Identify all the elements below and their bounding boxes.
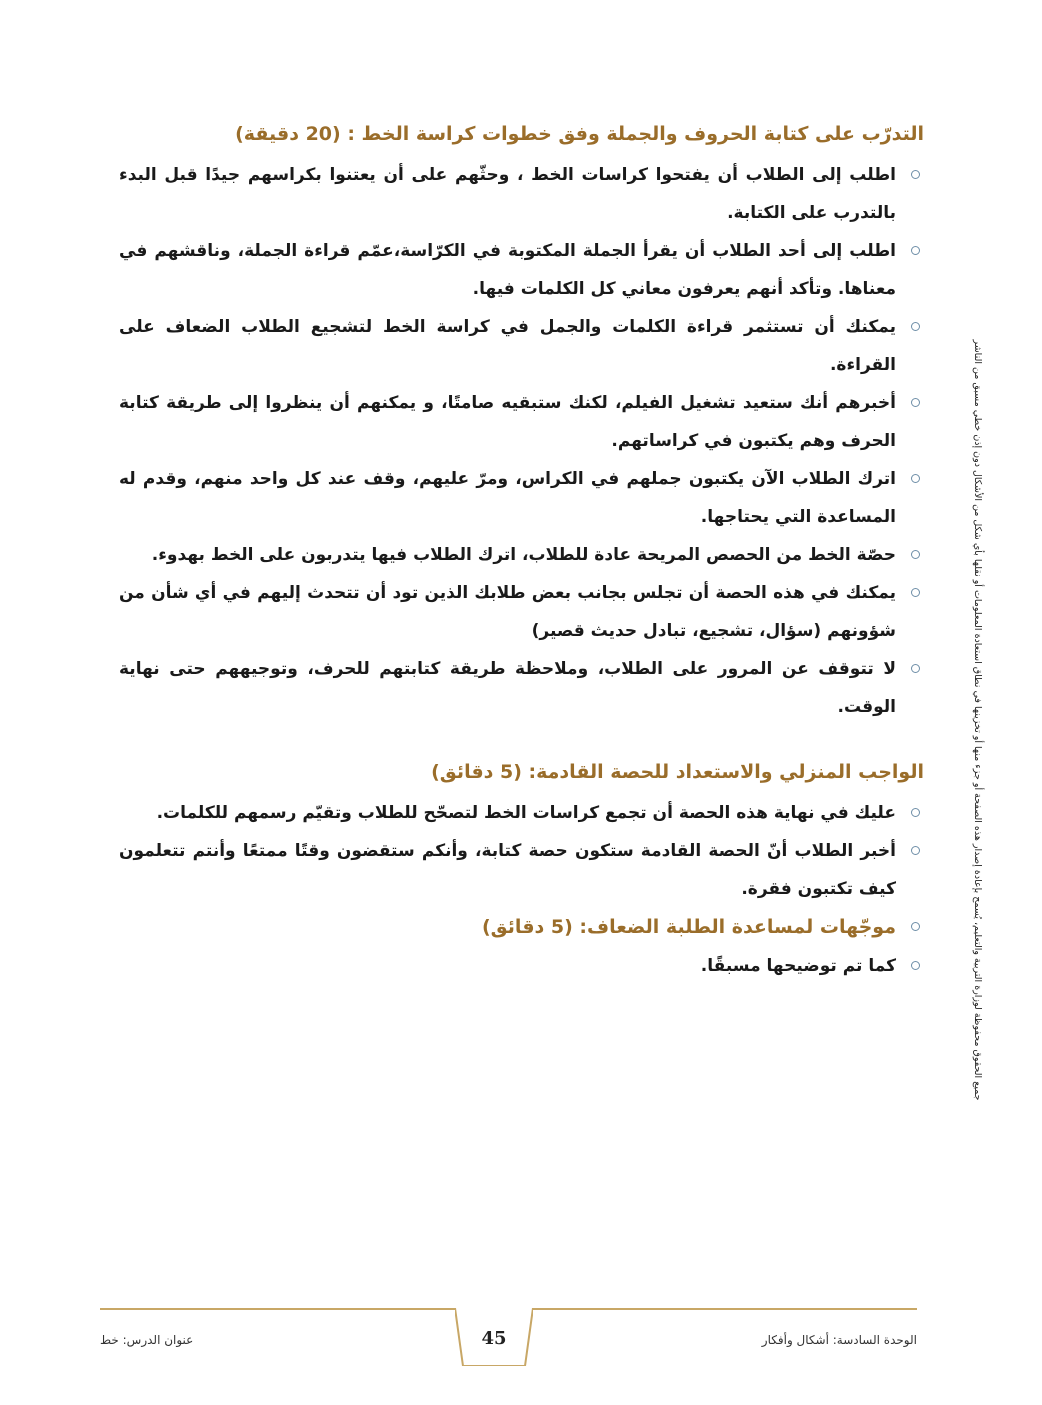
list-item-text: أخبرهم أنك ستعيد تشغيل الفيلم، لكنك ستبقيه صامتًا، و يمكنهم أن ينظروا إلى طريقة كتابة الحرف وهم يكتبون في كراساتهم. xyxy=(119,393,896,451)
section-title-weak-students: موجّهات لمساعدة الطلبة الضعاف: (5 دقائق) xyxy=(481,916,896,938)
list-item xyxy=(119,832,924,908)
bullet-circle-icon xyxy=(911,550,920,559)
list-item xyxy=(119,156,924,232)
list-item-text: لا تتوقف عن المرور على الطلاب، وملاحظة طريقة كتابتهم للحرف، وتوجيههم حتى نهاية الوقت. xyxy=(119,659,896,717)
bullet-circle-icon xyxy=(911,246,920,255)
list-item-text: كما تم توضيحها مسبقًا. xyxy=(700,956,896,976)
list-item-text: اطلب إلى أحد الطلاب أن يقرأ الجملة المكتوبة في الكرّاسة،عمّم قراءة الجملة، وناقشهم في معناها. وتأكد أنهم يعرفون معاني كل الكلمات فيها. xyxy=(119,241,896,299)
list-item-text: يمكنك أن تستثمر قراءة الكلمات والجمل في كراسة الخط لتشجيع الطلاب الضعاف على القراءة. xyxy=(119,317,896,375)
list-item xyxy=(119,232,924,308)
list-item-text: أخبر الطلاب أنّ الحصة القادمة ستكون حصة كتابة، وأنكم ستقضون وقتًا ممتعًا وأنتم تتعلمون كيف تكتبون فقرة. xyxy=(119,841,896,899)
bullet-circle-icon xyxy=(911,961,920,970)
list-item-text: يمكنك في هذه الحصة أن تجلس بجانب بعض طلابك الذين تود أن تتحدث إليهم في أي شأن من شؤونهم (سؤال، تشجيع، تبادل حديث قصير) xyxy=(119,583,896,641)
list-item xyxy=(119,947,924,985)
list-item xyxy=(119,574,924,650)
bullet-circle-icon xyxy=(911,808,920,817)
list-item xyxy=(119,650,924,726)
bullet-circle-icon xyxy=(911,922,920,931)
list-item xyxy=(119,460,924,536)
list-item xyxy=(119,794,924,832)
bullet-circle-icon xyxy=(911,664,920,673)
main-content xyxy=(119,118,924,985)
bullet-circle-icon xyxy=(911,398,920,407)
section-title-homework: الواجب المنزلي والاستعداد للحصة القادمة: (5 دقائق) xyxy=(431,761,924,783)
list-item-text: حصّة الخط من الحصص المريحة عادة للطلاب، اترك الطلاب فيها يتدربون على الخط بهدوء. xyxy=(151,545,896,565)
weak-students-list xyxy=(119,908,924,985)
homework-list xyxy=(119,794,924,908)
list-item-heading xyxy=(119,908,924,947)
footer-unit-title: الوحدة السادسة: أشكال وأفكار xyxy=(761,1333,917,1347)
list-item xyxy=(119,536,924,574)
list-item xyxy=(119,384,924,460)
bullet-circle-icon xyxy=(911,322,920,331)
list-item xyxy=(119,308,924,384)
handwriting-practice-list xyxy=(119,156,924,726)
list-item-text: اطلب إلى الطلاب أن يفتحوا كراسات الخط ، وحثّهم على أن يعتنوا بكراسهم جيدًا قبل البدء بالتدرب على الكتابة. xyxy=(119,165,896,223)
bullet-circle-icon xyxy=(911,474,920,483)
list-item-text: عليك في نهاية هذه الحصة أن تجمع كراسات الخط لتصحّح للطلاب وتقيّم رسمهم للكلمات. xyxy=(156,803,896,823)
bullet-circle-icon xyxy=(911,588,920,597)
bullet-circle-icon xyxy=(911,846,920,855)
list-item-text: اترك الطلاب الآن يكتبون جملهم في الكراس، ومرّ عليهم، وقف عند كل واحد منهم، وقدم له المساعدة التي يحتاجها. xyxy=(119,469,896,527)
copyright-side-note: جميع الحقوق محفوظة لوزارة التربية والتعليم، يُسمح بإعادة إصدار هذه الصفحة أو جزء منها أو تخزينها في نطاق استعادة المعلومات أو نقلها بأي شكل من الأشكال دون إذن خطي مسبق من الناشر xyxy=(972,339,983,1101)
footer-lesson-title: عنوان الدرس: خط xyxy=(100,1333,194,1347)
section-title-handwriting-practice: التدرّب على كتابة الحروف والجملة وفق خطوات كراسة الخط : (20 دقيقة) xyxy=(235,123,924,145)
page-number: 45 xyxy=(481,1328,507,1349)
bullet-circle-icon xyxy=(911,170,920,179)
